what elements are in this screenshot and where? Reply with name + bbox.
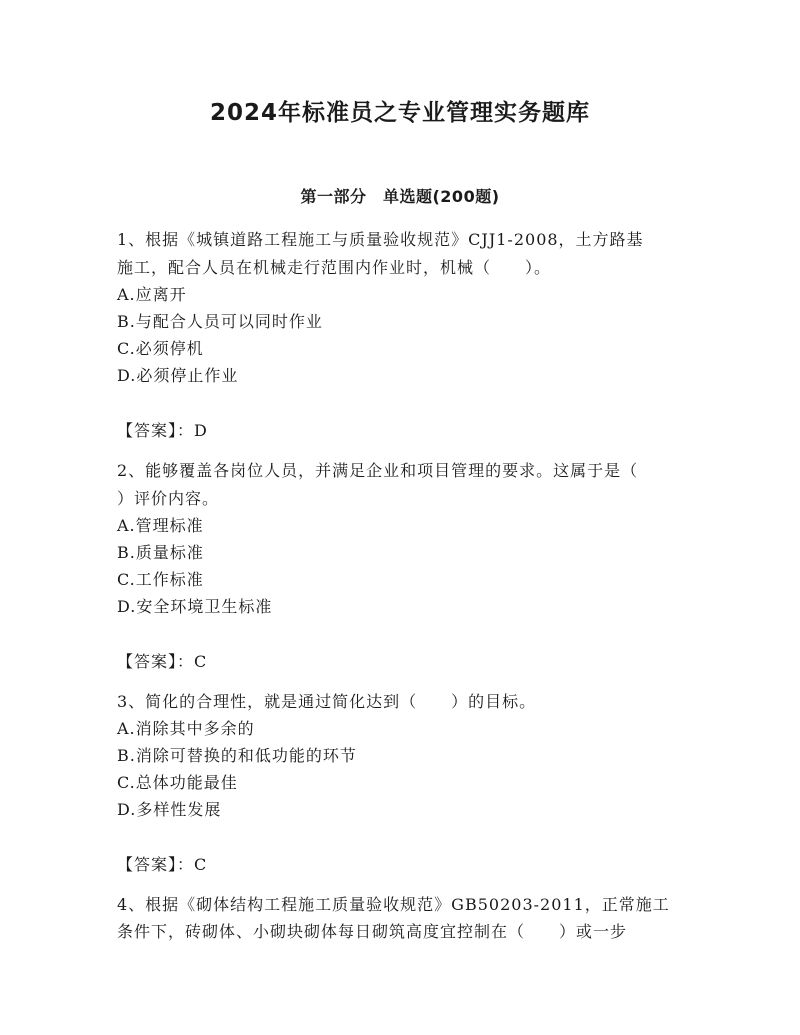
question-1-option-d: D.必须停止作业 [117,366,239,385]
question-1-text-line: 施工，配合人员在机械走行范围内作业时，机械（ ）。 [117,258,552,277]
question-3-text-line: 3、简化的合理性，就是通过简化达到（ ）的目标。 [117,692,537,711]
section-title: 第一部分 单选题(200题) [300,187,500,206]
question-3-option-d: D.多样性发展 [117,800,222,819]
question-3-option-a: A.消除其中多余的 [117,719,255,738]
question-1-option-a: A.应离开 [117,285,187,304]
question-3-answer: 【答案】：C [117,855,208,874]
question-1-option-b: B.与配合人员可以同时作业 [117,312,323,331]
question-2-option-a: A.管理标准 [117,516,204,535]
document-title: 2024年标准员之专业管理实务题库 [209,100,590,126]
question-4-text-line: 条件下，砖砌体、小砌块砌体每日砌筑高度宜控制在（ ）或一步 [117,922,628,941]
question-1-text-line: 1、根据《城镇道路工程施工与质量验收规范》CJJ1-2008，土方路基 [117,230,644,249]
question-1-answer: 【答案】：D [117,421,208,440]
question-2-option-c: C.工作标准 [117,570,204,589]
question-2-option-b: B.质量标准 [117,543,204,562]
question-2-text-line: ）评价内容。 [117,489,220,508]
question-2-answer: 【答案】：C [117,652,208,671]
question-1-option-c: C.必须停机 [117,339,204,358]
question-3-option-b: B.消除可替换的和低功能的环节 [117,746,357,765]
question-3-option-c: C.总体功能最佳 [117,773,238,792]
question-2-text-line: 2、能够覆盖各岗位人员，并满足企业和项目管理的要求。这属于是（ [117,461,639,480]
question-2-option-d: D.安全环境卫生标准 [117,597,273,616]
question-4-text-line: 4、根据《砌体结构工程施工质量验收规范》GB50203-2011，正常施工 [117,895,670,914]
